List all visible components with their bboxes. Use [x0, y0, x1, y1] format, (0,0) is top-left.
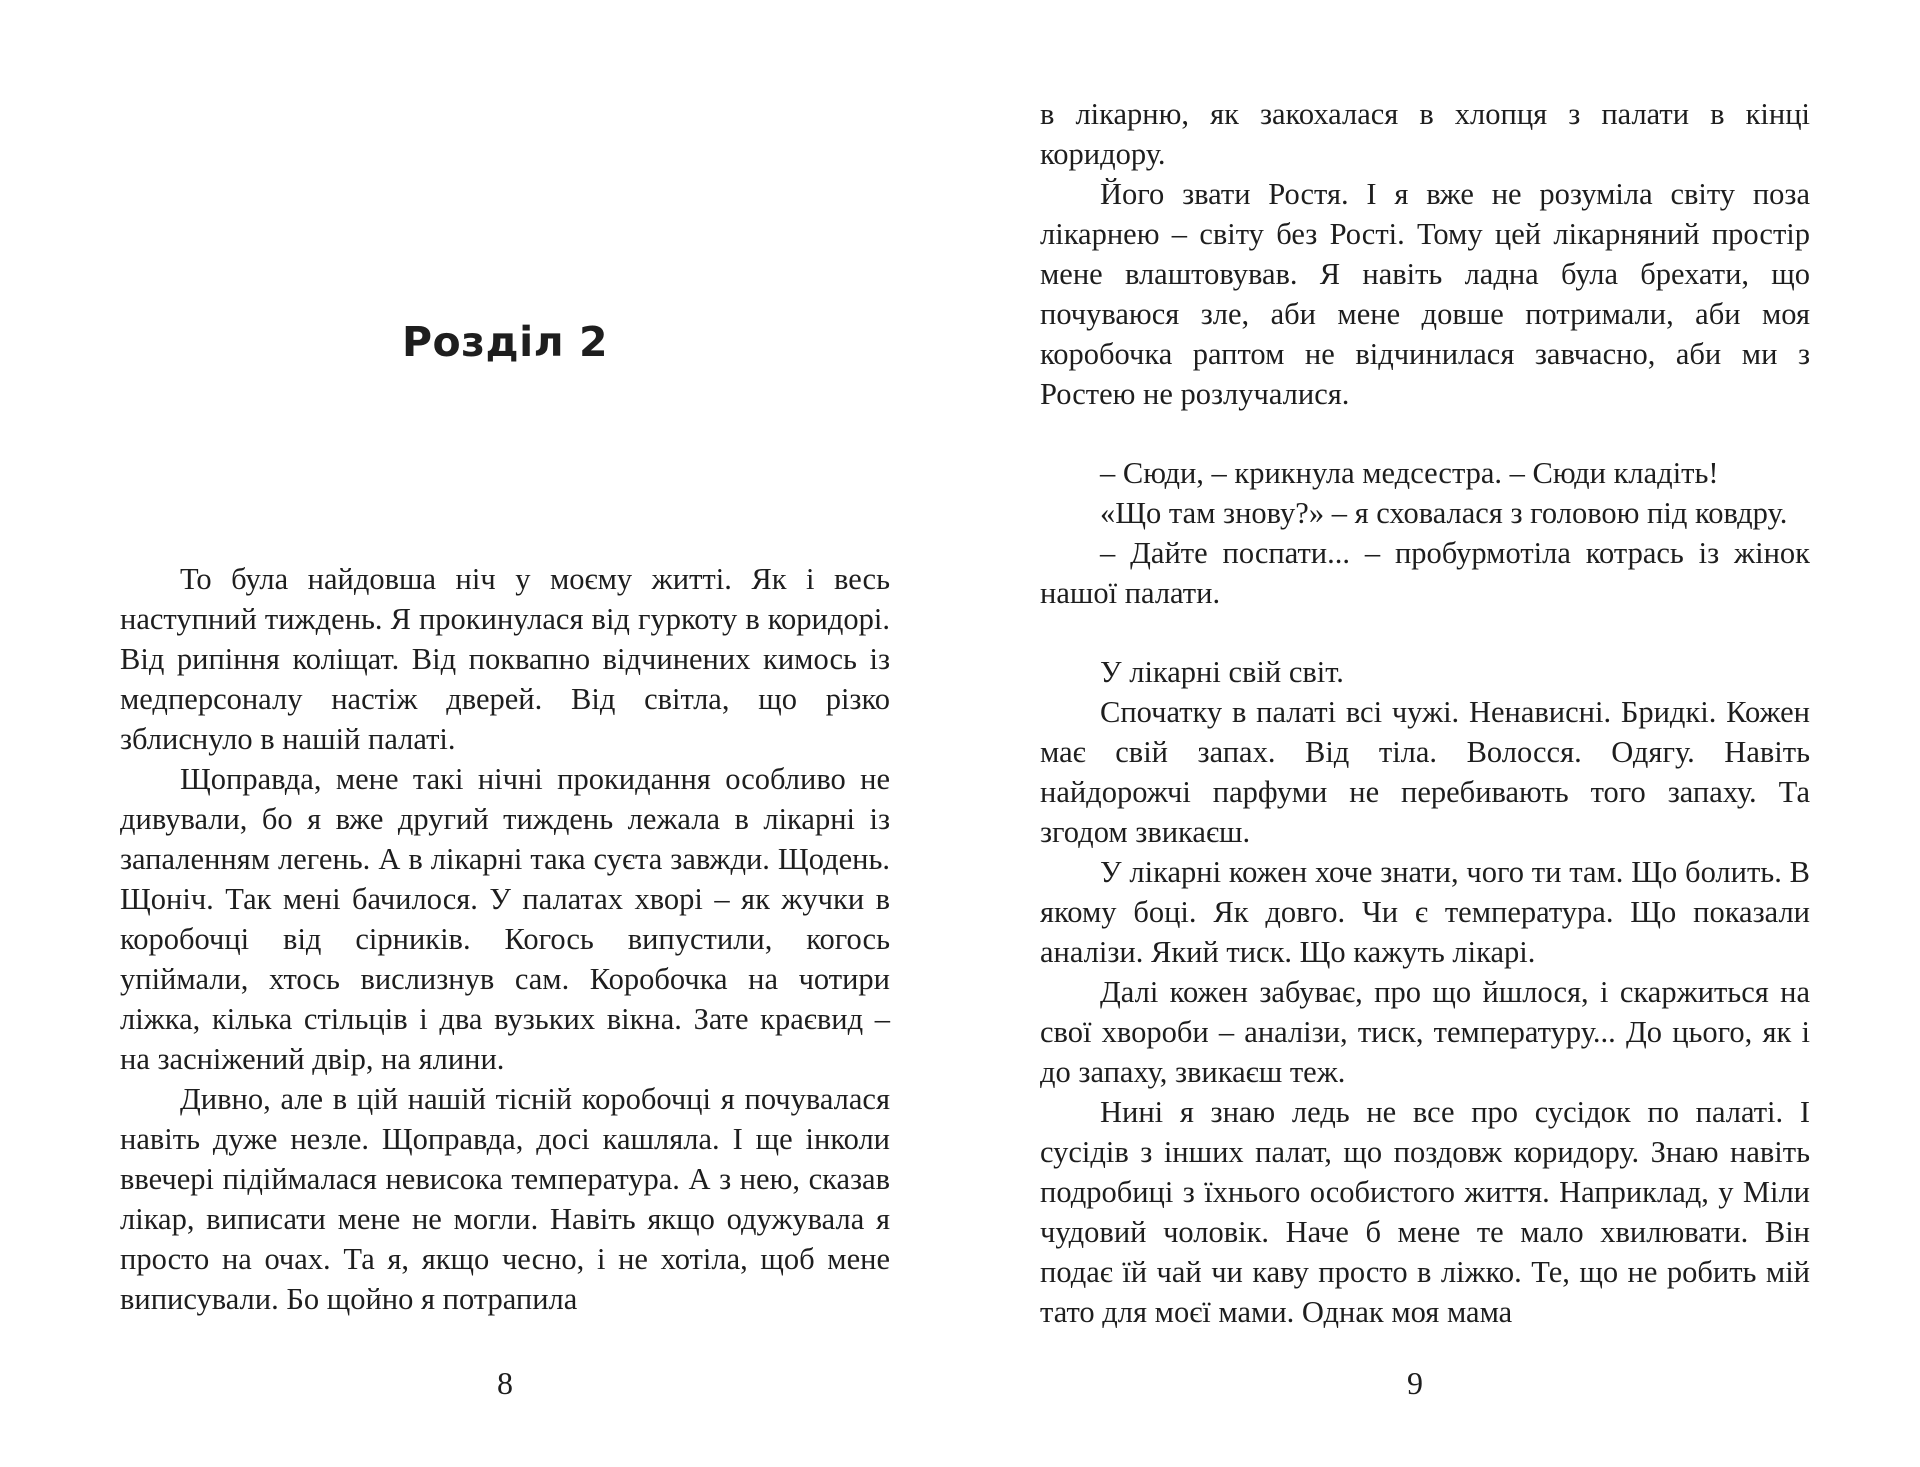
dialogue-line: – Дайте поспати... – пробурмотіла котрась із жінок нашої палати. [1040, 536, 1810, 610]
page-number: 8 [497, 1365, 513, 1401]
paragraph: Нині я знаю ледь не все про сусідок по палаті. І сусідів з інших палат, що поздовж коридору. Знаю навіть подробиці з їхнього особистого життя. Наприклад, у Міли чудовий чоловік. Наче б мене те мало хвилювати. Він подає їй чай чи каву просто в ліжко. Те, що не робить мій тато для моєї мами. Однак моя мама [1040, 1095, 1810, 1329]
dialogue-line: – Сюди, – крикнула медсестра. – Сюди кладіть! [1100, 456, 1719, 490]
chapter-title: Розділ 2 [401, 318, 609, 366]
paragraph: Щоправда, мене такі нічні прокидання особливо не дивували, бо я вже другий тиждень лежала в лікарні із запаленням легень. А в лікарні така суєта завжди. Щодень. Щоніч. Так мені бачилося. У палатах хворі – як жучки в коробочці від сірників. Когось випустили, когось упіймали, хтось вислизнув сам. Коробочка на чотири ліжка, кілька стільців і два вузьких вікна. Зате краєвид – на засніжений двір, на ялини. [120, 762, 890, 1076]
paragraph: Його звати Ростя. І я вже не розуміла світу поза лікарнею – світу без Рості. Тому цей лікарняний простір мене влаштовував. Я навіть ладна була брехати, що почуваюся зле, аби мене довше потримали, аби моя коробочка раптом не відчинилася завчасно, аби ми з Ростею не розлучалися. [1040, 177, 1810, 411]
section-break [1040, 613, 1810, 652]
right-page-text [1040, 94, 1810, 1332]
right-page [960, 0, 1920, 1467]
paragraph: У лікарні свій світ. [1100, 655, 1344, 689]
section-break [1040, 414, 1810, 453]
paragraph: То була найдовша ніч у моєму житті. Як і весь наступний тиждень. Я прокинулася від гуркоту в коридорі. Від рипіння коліщат. Від поквапно відчинених кимось із медперсоналу настіж дверей. Від світла, що різко зблиснуло в нашій палаті. [120, 562, 890, 756]
paragraph: Спочатку в палаті всі чужі. Ненависні. Бридкі. Кожен має свій запах. Від тіла. Волосся. Одягу. Навіть найдорожчі парфуми не перебивають того запаху. Та згодом звикаєш. [1040, 695, 1810, 849]
left-page-text [120, 559, 890, 1319]
paragraph: Далі кожен забуває, про що йшлося, і скаржиться на свої хвороби – аналізи, тиск, температуру... До цього, як і до запаху, звикаєш теж. [1040, 975, 1810, 1089]
paragraph: Дивно, але в цій нашій тісній коробочці я почувалася навіть дуже незле. Щоправда, досі кашляла. І ще інколи ввечері підіймалася невисока температура. А з нею, сказав лікар, виписати мене не могли. Навіть якщо одужувала я просто на очах. Та я, якщо чесно, і не хотіла, щоб мене виписували. Бо щойно я потрапила [120, 1082, 890, 1316]
paragraph: У лікарні кожен хоче знати, чого ти там. Що болить. В якому боці. Як довго. Чи є температура. Що показали аналізи. Який тиск. Що кажуть лікарі. [1040, 855, 1810, 969]
paragraph: в лікарню, як закохалася в хлопця з палати в кінці коридору. [1040, 97, 1810, 171]
page-number: 9 [1407, 1365, 1423, 1401]
dialogue-line: «Що там знову?» – я сховалася з головою під ковдру. [1100, 496, 1788, 530]
